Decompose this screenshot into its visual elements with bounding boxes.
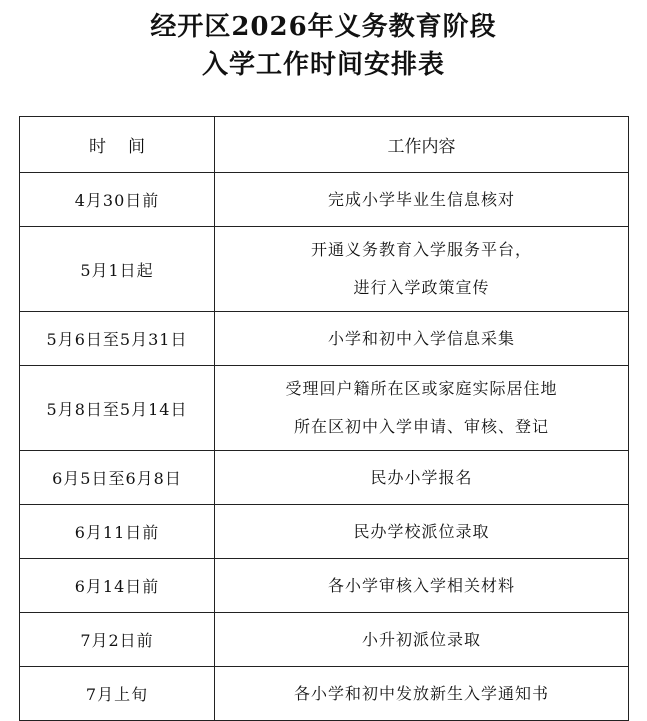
- time-cell: 5月1日起: [20, 227, 215, 312]
- content-line: 受理回户籍所在区或家庭实际居住地: [285, 379, 558, 398]
- table-row: [20, 451, 629, 505]
- content-line: 所在区初中入学申请、审核、登记: [293, 417, 549, 436]
- document-title: [0, 8, 647, 84]
- content-line: 进行入学政策宣传: [353, 278, 490, 297]
- time-cell: 5月6日至5月31日: [20, 312, 215, 366]
- table-row: [20, 505, 629, 559]
- content-cell: [215, 559, 629, 613]
- table-row: [20, 559, 629, 613]
- content-line: 小升初派位录取: [361, 629, 481, 649]
- table-row: [20, 227, 629, 312]
- header-time: 时间: [20, 117, 215, 173]
- content-line: 小学和初中入学信息采集: [327, 328, 515, 348]
- table-row: [20, 366, 629, 451]
- time-cell: 4月30日前: [20, 173, 215, 227]
- content-cell: [215, 613, 629, 667]
- content-line: 民办小学报名: [370, 467, 473, 487]
- content-cell: [215, 451, 629, 505]
- content-line: 开通义务教育入学服务平台，: [310, 240, 532, 259]
- content-cell: [215, 173, 629, 227]
- time-cell: 7月上旬: [20, 667, 215, 721]
- title-line-2: 入学工作时间安排表: [201, 50, 445, 80]
- content-cell: [215, 366, 629, 451]
- schedule-table: [19, 116, 629, 721]
- time-cell: 7月2日前: [20, 613, 215, 667]
- content-line: 各小学审核入学相关材料: [327, 575, 515, 595]
- content-cell: [215, 227, 629, 312]
- content-cell: [215, 312, 629, 366]
- content-cell: [215, 667, 629, 721]
- time-cell: 6月11日前: [20, 505, 215, 559]
- time-cell: 6月14日前: [20, 559, 215, 613]
- content-line: 民办学校派位录取: [353, 521, 490, 541]
- time-cell: 6月5日至6月8日: [20, 451, 215, 505]
- title-line-1: 经开区2026年义务教育阶段: [150, 12, 497, 42]
- table-row: [20, 173, 629, 227]
- content-line: 完成小学毕业生信息核对: [327, 189, 515, 209]
- time-cell: 5月8日至5月14日: [20, 366, 215, 451]
- table-row: [20, 312, 629, 366]
- table-row: [20, 667, 629, 721]
- header-content: 工作内容: [215, 117, 629, 173]
- table-row: [20, 613, 629, 667]
- table-header-row: [20, 117, 629, 173]
- content-cell: [215, 505, 629, 559]
- content-line: 各小学和初中发放新生入学通知书: [293, 683, 549, 703]
